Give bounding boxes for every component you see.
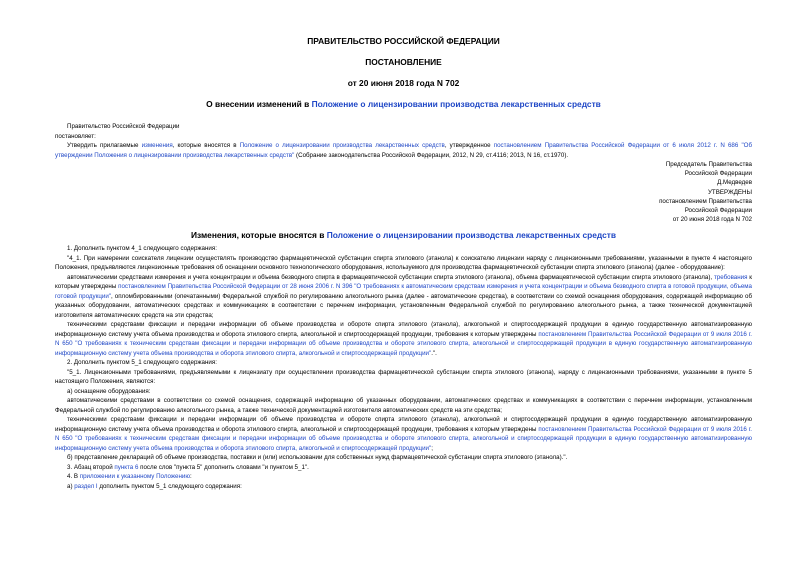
requirements-link[interactable]: требования xyxy=(713,273,748,281)
item-b-declarations: б) представление деклараций об объеме производства, поставки и (или) использовании для собственных нужд фармацевтической субстанции спирта этилового (этанола).". xyxy=(67,454,568,462)
signature-line: УТВЕРЖДЕНЫ xyxy=(708,188,752,196)
item3-text-b: после слов "пункта 5" дополнить словами "и пунктом 5_1". xyxy=(138,463,309,471)
subject-prefix: О внесении изменений в xyxy=(206,99,312,109)
subject-link[interactable]: Положение о лицензировании производства лекарственных средств xyxy=(311,99,601,109)
item-3 xyxy=(55,463,752,473)
intro-block xyxy=(55,122,752,160)
signature-line: Российской Федерации xyxy=(684,170,752,178)
tech2-text-end: ; xyxy=(431,444,433,452)
signature-line: Российской Федерации xyxy=(684,207,752,215)
resolution-650-link-2[interactable]: постановлением Правительства Российской Федерации от 9 июля 2016 г. N 650 "О требованиях к техническим средствам фиксации и передачи информации об объеме производства и обороте этилового спирта, алкогольной и спиртосодержащей продукции в единую государственную автоматизированную информационную систему учета объема производства и оборота этилового спирта, алкогольной и спиртосодержащей продукции" xyxy=(55,425,752,452)
quote-5-1: "5_1. Лицензионными требованиями, предъявляемыми к лицензиату при осуществлении производства фармацевтической субстанции спирта этилового (этанола), наряду с лицензионными требованиями, указанными в пункте 5 настоящего Положения, являются: xyxy=(55,368,752,386)
intro-decides: постановляет: xyxy=(55,132,96,140)
regulation-link[interactable]: Положение о лицензировании производства лекарственных средств xyxy=(239,142,445,149)
auto-text-a: автоматическими средствами измерения и учета концентрации и объема безводного спирта в фармацевтической субстанции спирта этилового (этанола), объема фармацевтической субстанции спирта этилового (этанола), xyxy=(67,273,714,281)
tech-means-paragraph xyxy=(55,320,752,358)
signature-line: Председатель Правительства xyxy=(665,161,752,168)
item4-text-a: 4. В xyxy=(67,473,80,481)
intro-government: Правительство Российской Федерации xyxy=(67,123,180,130)
item-4a xyxy=(55,482,752,492)
auto-text-c: , опломбированными (опечатанными) Федеральной службой по регулированию алкогольного рынка (далее - автоматические средства), в соответствии со схемой оснащения оборудования, содержащей информацию об указанных оборудовании, автоматических средствах и коммуникациях в соответствии с перечнем информации, установленным Федеральной службой по регулированию алкогольного рынка, а также технической документацией изготовителя автоматических средств на эти средства; xyxy=(55,292,752,319)
intro-paragraph xyxy=(55,141,752,160)
intro-text-c: , утвержденное xyxy=(444,142,494,149)
intro-text-b: , которые вносятся в xyxy=(172,142,240,149)
intro-text-a: Утвердить прилагаемые xyxy=(67,142,142,149)
item4a-text-a: а) xyxy=(67,482,75,490)
item4-text-b: : xyxy=(190,473,192,481)
tech-text-end: .". xyxy=(431,349,437,357)
point-6-link[interactable]: пункта 6 xyxy=(114,463,139,471)
signature-line: от 20 июня 2018 года N 702 xyxy=(672,216,752,224)
changes-body xyxy=(55,244,752,491)
item3-text-a: 3. Абзац второй xyxy=(67,463,115,471)
item-4 xyxy=(55,472,752,482)
resolution-650-link[interactable]: постановлением Правительства Российской Федерации от 9 июля 2016 г. N 650 "О требованиях к техническим средствам фиксации и передачи информации об объеме производства и обороте этилового спирта, алкогольной и спиртосодержащей продукции в единую государственную автоматизированную информационную систему учета объема производства и оборота этилового спирта, алкогольной и спиртосодержащей продукции" xyxy=(55,330,752,357)
tech-means-paragraph-2 xyxy=(55,415,752,453)
resolution-686-link[interactable]: постановлением Правительства Российской Федерации от 6 июля 2012 г. N 686 "Об утверждении Положения о лицензировании производства лекарственных средств" xyxy=(55,142,753,159)
tech-text-a: техническими средствами фиксации и передачи информации об объеме производства и обороте спирта этилового (этанола), алкогольной и спиртосодержащей продукции в единую государственную автоматизированную информационную систему учета объема производства и оборота этилового спирта, алкогольной и спиртосодержащей продукции, требования к которым утверждены xyxy=(55,321,752,338)
changes-title xyxy=(55,230,752,240)
signature-line: постановлением Правительства xyxy=(659,197,752,205)
changes-link[interactable]: изменения xyxy=(141,142,173,149)
tech2-text-a: техническими средствами фиксации и передачи информации об объеме производства и обороте спирта этилового (этанола), алкогольной и спиртосодержащей продукции в единую государственную автоматизированную информационную систему учета объема производства и оборота этилового спирта, алкогольной и спиртосодержащей продукции, требования к которым утверждены xyxy=(55,416,752,433)
item4a-text-b: дополнить пунктом 5_1 следующего содержания: xyxy=(97,482,242,490)
item-2: 2. Дополнить пунктом 5_1 следующего содержания: xyxy=(67,359,217,367)
signature-block xyxy=(55,160,752,224)
document-type: ПОСТАНОВЛЕНИЕ xyxy=(365,57,442,67)
section-1-link[interactable]: раздел I xyxy=(74,482,98,490)
item-1: 1. Дополнить пунктом 4_1 следующего содержания: xyxy=(67,245,217,253)
government-title: ПРАВИТЕЛЬСТВО РОССИЙСКОЙ ФЕДЕРАЦИИ xyxy=(307,36,500,46)
document-date: от 20 июня 2018 года N 702 xyxy=(347,78,460,88)
intro-text-d: (Собрание законодательства Российской Федерации, 2012, N 29, ст.4116; 2013, N 16, ст.1970). xyxy=(294,151,569,159)
auto-text-b: к которым утверждены xyxy=(55,273,752,291)
changes-title-link[interactable]: Положение о лицензировании производства лекарственных средств xyxy=(326,230,616,241)
signature-line: Д.Медведев xyxy=(717,179,752,187)
changes-title-prefix: Изменения, которые вносятся в xyxy=(191,230,327,241)
auto-means-paragraph xyxy=(55,273,752,321)
item-a-equipment: а) оснащение оборудования: xyxy=(67,387,151,395)
appendix-link[interactable]: приложении к указанному Положению xyxy=(79,473,190,481)
quote-4-1: "4_1. При намерении соискателя лицензии осуществлять производство фармацевтической субстанции спирта этилового (этанола) к соискателю лицензии наряду с лицензионными требованиями, указанными в пункте 4 настоящего Положения, предъявляются лицензионные требования об оснащении основного технологического оборудования, используемого для производства фармацевтической субстанции спирта этилового (этанола) (далее - оборудование): xyxy=(55,254,752,272)
document-subject xyxy=(55,99,752,109)
auto-means-paragraph-2: автоматическими средствами в соответствии со схемой оснащения, содержащей информацию об указанных оборудовании, автоматических средствах и коммуникациях в соответствии с перечнем информации, установленным Федеральной службой по регулированию алкогольного рынка, а также технической документацией изготовителя автоматических средств на эти средства; xyxy=(55,397,752,414)
resolution-396-link[interactable]: постановлением Правительства Российской Федерации от 28 июня 2006 г. N 396 "О требованиях к автоматическим средствам измерения и учета концентрации и объема безводного спирта в готовой продукции, объема готовой продукции" xyxy=(55,283,752,300)
